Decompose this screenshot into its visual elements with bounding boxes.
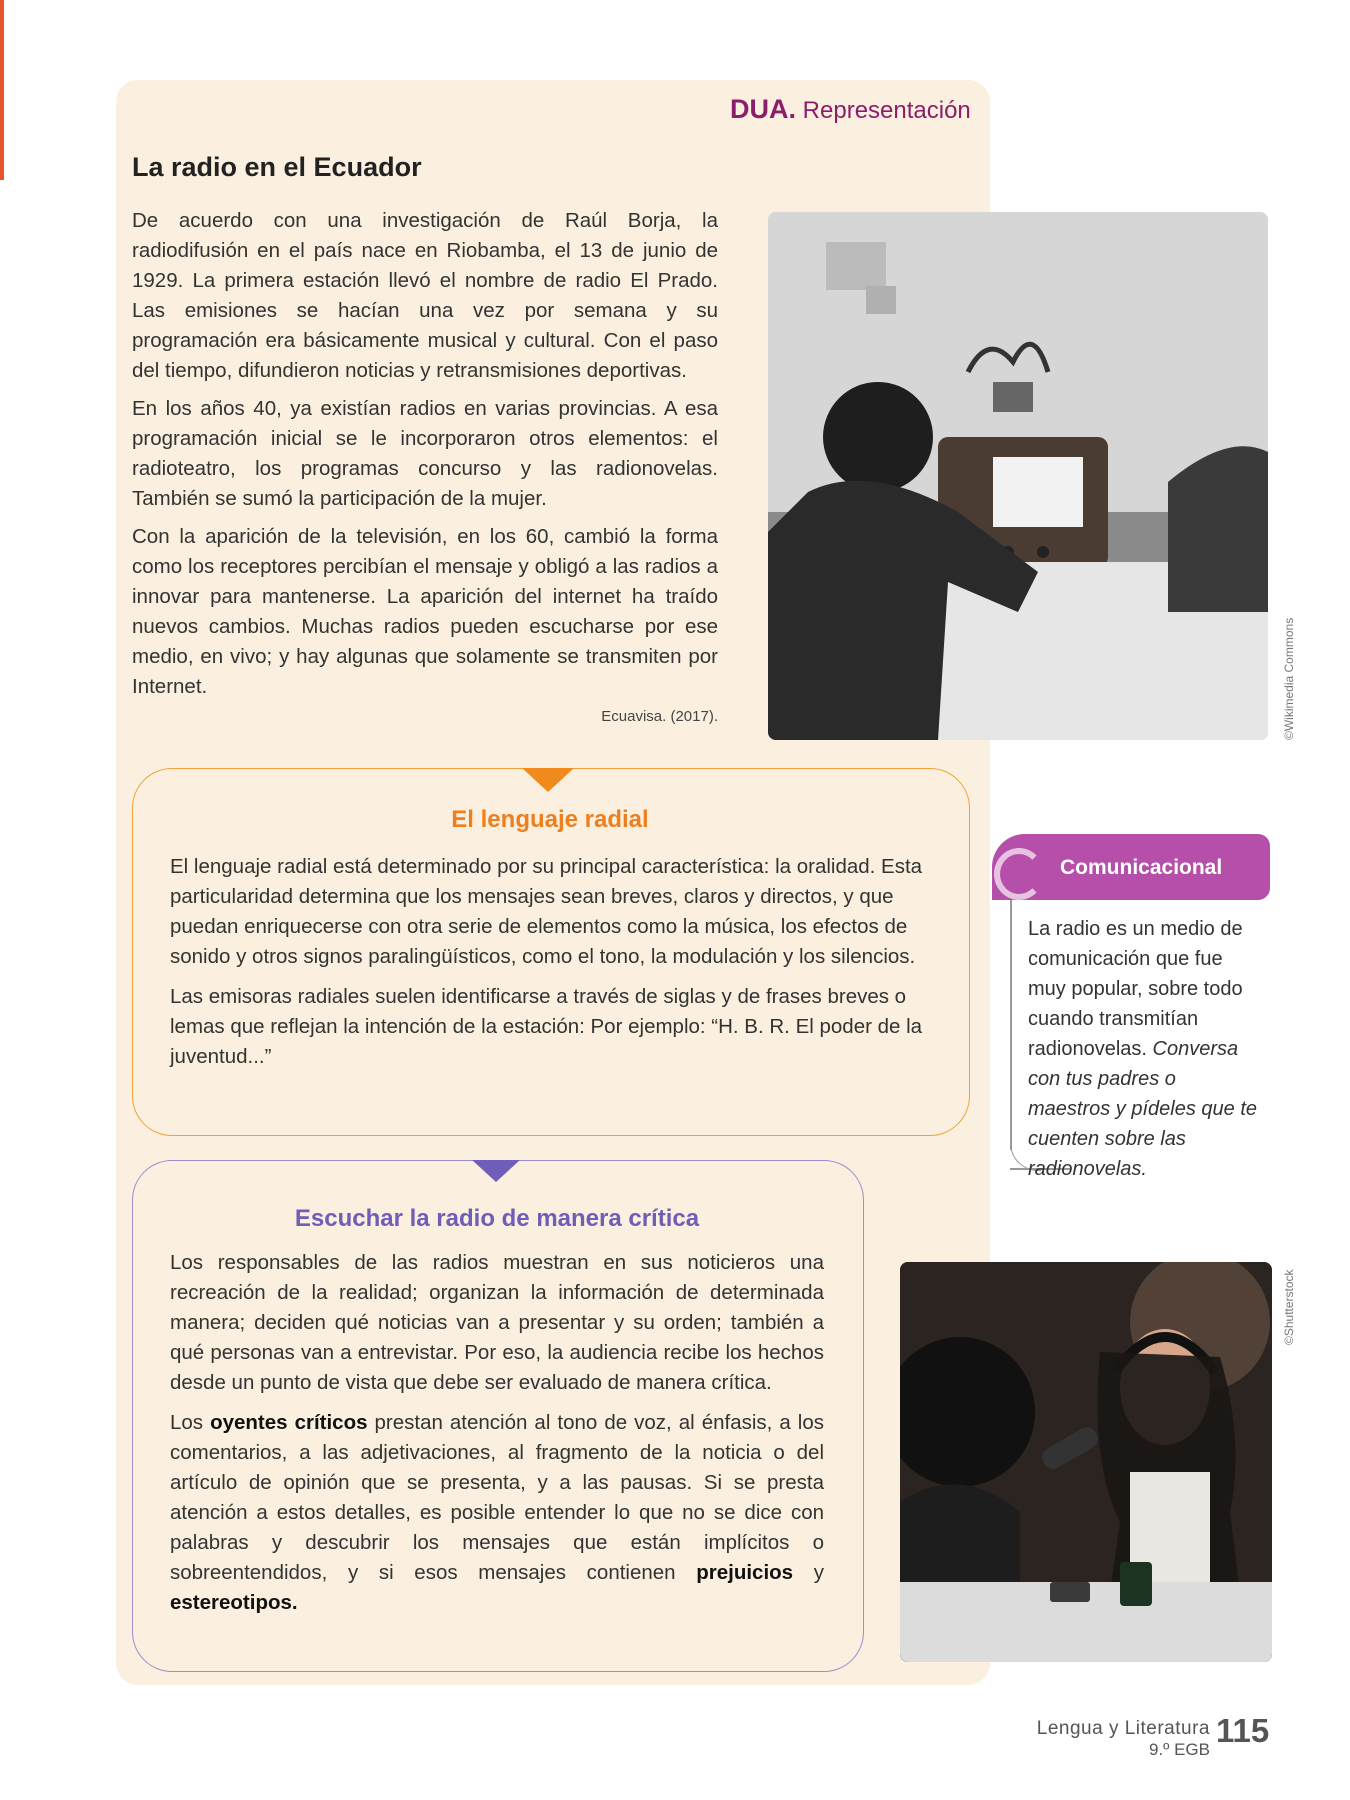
photo-credit-wikimedia: ©Wikimedia Commons: [1282, 617, 1296, 740]
critical-listening-title: Escuchar la radio de manera crítica: [294, 1205, 700, 1232]
vintage-radio-photo: [768, 212, 1268, 740]
term-oyentes-criticos: oyentes críticos: [210, 1411, 368, 1434]
article-paragraph-1: De acuerdo con una investigación de Raúl Borja, la radiodifusión en el país nace en Riobamba, el 13 de junio de 1929. La primera estación llevó el nombre de radio El Prado. Las emisiones se hacían una vez por semana y su programación era básicamente musical y cultural. Con el paso del tiempo, difundieron noticias y retransmisiones deportivas.: [132, 209, 718, 382]
text-run: y: [793, 1561, 824, 1584]
radio-language-body: [170, 852, 932, 1082]
photo-credit-shutterstock: ©Shutterstock: [1282, 1269, 1296, 1345]
sidebar-divider: [1010, 900, 1012, 1150]
radio-studio-illustration: [900, 1262, 1272, 1662]
footer-subject: Lengua y Literatura: [1036, 1718, 1210, 1739]
sidebar-text-regular: La radio es un medio de comunicación que fue muy popular, sobre todo cuando transmitían radionovelas.: [1028, 918, 1243, 1060]
orange-triangle-marker: [522, 768, 574, 792]
radio-language-title: El lenguaje radial: [451, 806, 649, 833]
dua-label: [730, 94, 971, 125]
article-body: [132, 206, 718, 710]
footer-grade: 9.º EGB: [1148, 1740, 1210, 1759]
dua-prefix: DUA.: [730, 94, 796, 124]
term-prejuicios: prejuicios: [696, 1561, 794, 1584]
text-run: Los: [170, 1411, 211, 1434]
radio-studio-photo: [900, 1262, 1272, 1662]
critical-listening-body: [170, 1248, 824, 1628]
radio-language-paragraph-1: El lenguaje radial está determinado por su principal característica: la oralidad. Esta particularidad determina que los mensajes sean breves, claros y directos, y que puedan enriquecerse con otra serie de elementos como la música, los efectos de sonido y otros signos paralingüísticos, como el tono, la modulación y los silencios.: [170, 855, 923, 968]
purple-triangle-marker: [472, 1160, 520, 1182]
article-title: La radio en el Ecuador: [132, 152, 422, 182]
critical-listening-paragraph-1: Los responsables de las radios muestran en sus noticieros una recreación de la realidad; organizan la información de determinada manera; deciden qué noticias van a presentar y su orden; también a qué personas van a entrevistar. Por eso, la audiencia recibe los hechos desde un punto de vista que debe ser evaluado de manera crítica.: [170, 1251, 824, 1394]
comunicacional-label: Comunicacional: [1060, 856, 1223, 879]
article-paragraph-2: En los años 40, ya existían radios en varias provincias. A esa programación inicial se le incorporaron otros elementos: el radioteatro, los programas concurso y las radionovelas. También se sumó la participación de la mujer.: [132, 397, 718, 510]
article-paragraph-3: Con la aparición de la televisión, en los 60, cambió la forma como los receptores percibían el mensaje y obligó a las radios a innovar para mantenerse. La aparición del internet ha traído nuevos cambios. Muchas radios pueden escucharse por ese medio, en vivo; y hay algunas que solamente se transmiten por Internet.: [132, 525, 718, 698]
critical-listening-paragraph-2: [170, 1408, 824, 1618]
sidebar-text-italic: Conversa con tus padres o maestros y pídeles que te cuenten sobre las radionovelas.: [1028, 1038, 1258, 1180]
c-skill-icon: [994, 848, 1044, 900]
term-estereotipos: estereotipos.: [170, 1591, 298, 1614]
vintage-radio-illustration: [768, 212, 1268, 740]
dua-category: Representación: [802, 97, 971, 124]
text-run: prestan atención al tono de voz, al énfasis, a los comentarios, a las adjetivaciones, al fragmento de la noticia o del artículo de opinión que se presenta, y a las pausas. Si se presta atención a estos detalles, es posible entender lo que no se dice con palabras y descubrir los mensajes que están implícitos o sobreentendidos, y si esos mensajes contienen: [170, 1411, 825, 1584]
left-accent-bar: [0, 0, 4, 180]
radio-language-paragraph-2: Las emisoras radiales suelen identificarse a través de siglas y de frases breves o lemas que reflejan la intención de la estación: Por ejemplo: “H. B. R. El poder de la juventud...”: [170, 985, 923, 1068]
article-citation: Ecuavisa. (2017).: [601, 708, 718, 725]
page-number: 115: [1216, 1712, 1270, 1749]
sidebar-text: [1028, 914, 1258, 1184]
